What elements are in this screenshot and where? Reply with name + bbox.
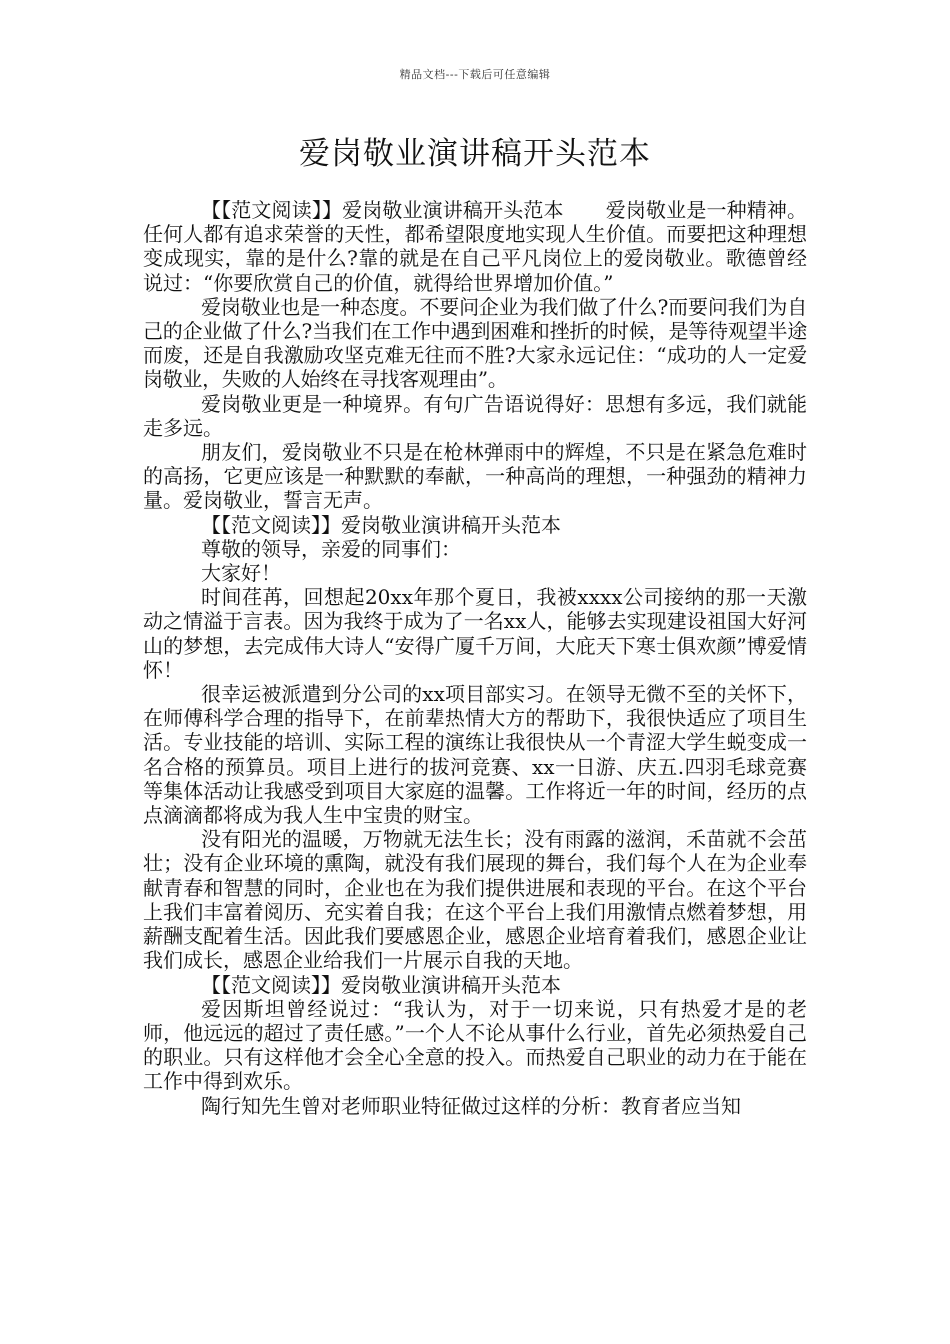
paragraph: 时间荏苒，回想起20xx年那个夏日，我被xxxx公司接纳的那一天激动之情溢于言表。因为我终于成为了一名xx人，能够去实现建设祖国大好河山的梦想，去完成伟大诗人“安得广厦千万间，大庇天下寒士俱欢颜”博爱情怀！ — [143, 585, 807, 682]
paragraph: 很幸运被派遣到分公司的xx项目部实习。在领导无微不至的关怀下，在师傅科学合理的指导下，在前辈热情大方的帮助下，我很快适应了项目生活。专业技能的培训、实际工程的演练让我很快从一个青涩大学生蜕变成一名合格的预算员。项目上进行的拔河竞赛、xx一日游、庆五.四羽毛球竞赛等集体活动让我感受到项目大家庭的温馨。工作将近一年的时间，经历的点点滴滴都将成为我人生中宝贵的财宝。 — [143, 682, 807, 828]
paragraph: 没有阳光的温暖，万物就无法生长；没有雨露的滋润，禾苗就不会茁壮；没有企业环境的熏陶，就没有我们展现的舞台，我们每个人在为企业奉献青春和智慧的同时，企业也在为我们提供进展和表现的平台。在这个平台上我们丰富着阅历、充实着自我；在这个平台上我们用激情点燃着梦想，用薪酬支配着生活。因此我们要感恩企业，感恩企业培育着我们，感恩企业让我们成长，感恩企业给我们一片展示自我的天地。 — [143, 827, 807, 973]
header-note: 精品文档---下载后可任意编辑 — [399, 68, 551, 81]
paragraph: 尊敬的领导，亲爱的同事们： — [201, 536, 461, 561]
paragraph: 大家好！ — [201, 561, 281, 586]
paragraph-text: 爱岗敬业是一种精神。任何人都有追求荣誉的天性，都希望限度地实现人生价值。而要把这种理想变成现实，靠的是什么?靠的就是在自己平凡岗位上的爱岗敬业。歌德曾经说过：“你要欣赏自己的价值，就得给世界增加价值。” — [143, 198, 808, 295]
section-heading: 【【范文阅读】】爱岗敬业演讲稿开头范本 — [201, 512, 561, 537]
paragraph — [143, 198, 807, 295]
paragraph: 朋友们，爱岗敬业不只是在枪林弹雨中的辉煌，不只是在紧急危难时的高扬，它更应该是一种默默的奉献，一种高尚的理想，一种强劲的精神力量。爱岗敬业，誓言无声。 — [143, 440, 807, 513]
section-heading: 【【范文阅读】】爱岗敬业演讲稿开头范本 — [201, 972, 561, 997]
paragraph: 爱岗敬业也是一种态度。不要问企业为我们做了什么?而要问我们为自己的企业做了什么?当我们在工作中遇到困难和挫折的时候，是等待观望半途而废，还是自我激励攻坚克难无往而不胜?大家永远记住：“成功的人一定爱岗敬业，失败的人始终在寻找客观理由”。 — [143, 294, 807, 392]
paragraph: 陶行知先生曾对老师职业特征做过这样的分析：教育者应当知 — [201, 1093, 741, 1118]
document-body — [143, 198, 807, 1118]
paragraph: 爱因斯坦曾经说过：“我认为，对于一切来说，只有热爱才是的老师，他远远的超过了责任感。”一个人不论从事什么行业，首先必须热爱自己的职业。只有这样他才会全心全意的投入。而热爱自己职业的动力在于能在工作中得到欢乐。 — [143, 996, 807, 1094]
page-title: 爱岗敬业演讲稿开头范本 — [299, 136, 651, 172]
paragraph: 爱岗敬业更是一种境界。有句广告语说得好：思想有多远，我们就能走多远。 — [143, 391, 807, 440]
paragraph-lead: 【【范文阅读】】爱岗敬业演讲稿开头范本 — [201, 198, 564, 222]
